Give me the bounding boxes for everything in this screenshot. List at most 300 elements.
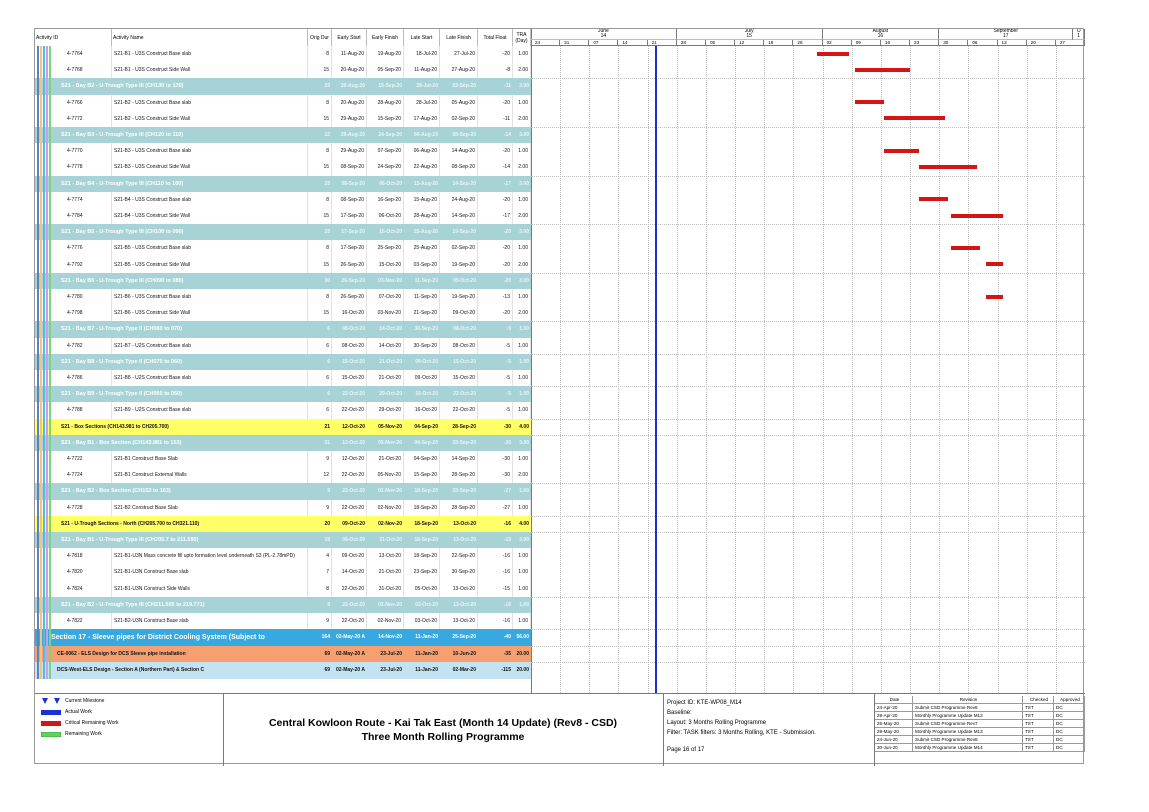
wbs-row[interactable]	[35, 224, 531, 240]
week-gridline	[1027, 46, 1028, 693]
cell-ef: 07-Sep-20	[367, 143, 404, 159]
cell-id: 4-7776	[65, 240, 112, 256]
cell-tra: 1.00	[519, 488, 529, 495]
cell-es: 22-Oct-20	[332, 581, 367, 597]
row-separator	[531, 629, 1085, 630]
wbs-row[interactable]	[35, 662, 531, 679]
critical-bar[interactable]	[951, 214, 1003, 218]
cell-ef: 15-Oct-20	[367, 257, 404, 273]
cell-lf: 08-Oct-20	[440, 338, 478, 354]
timescale-day: 13	[998, 40, 1027, 46]
wbs-name: S21 - Bay B1 - U-Trough Type III (CH205.7 to 211.595)	[61, 537, 199, 544]
col-early-finish[interactable]: Early Finish	[367, 29, 404, 46]
cell-ef: 21-Oct-20	[367, 451, 404, 467]
cell-ls: 11-Jan-20	[415, 667, 438, 674]
wbs-row[interactable]	[35, 646, 531, 663]
revision-cell: DC	[1054, 712, 1085, 720]
cell-dur: 15	[308, 208, 332, 224]
cell-es: 09-Oct-20	[342, 520, 365, 527]
cell-dur: 23	[324, 229, 330, 236]
cell-tf: -8	[478, 62, 513, 78]
wbs-row[interactable]	[35, 532, 531, 548]
row-separator	[531, 224, 1085, 225]
cell-tra: 3.00	[519, 277, 529, 284]
wbs-name: S21 - Bay B9 - U-Trough Type II (CH060 to 050)	[61, 391, 182, 398]
revision-cell: TST	[1023, 712, 1054, 720]
cell-tra: 20.00	[516, 650, 529, 657]
cell-name: S21-B9 - U2S Construct Base slab	[112, 402, 308, 418]
cell-id: 4-7764	[65, 46, 112, 62]
cell-tra: 3.00	[519, 537, 529, 544]
revision-cell: Checked	[1023, 696, 1054, 704]
table-row[interactable]	[35, 581, 531, 597]
critical-bar[interactable]	[817, 52, 849, 56]
cell-lf: 19-Sep-20	[440, 289, 478, 305]
table-row[interactable]	[35, 62, 531, 78]
wbs-row[interactable]	[35, 354, 531, 370]
timescale-day: 28	[677, 40, 706, 46]
col-activity-name[interactable]: Activity Name	[112, 29, 308, 46]
cell-es: 17-Sep-20	[341, 229, 365, 236]
cell-lf: 09-Oct-20	[453, 277, 476, 284]
cell-es: 16-Oct-20	[332, 305, 367, 321]
cell-tra: 3.00	[519, 180, 529, 187]
week-gridline	[939, 46, 940, 693]
cell-name: S21-B3 - U3S Construct Base slab	[112, 143, 308, 159]
month-name: June	[597, 29, 609, 34]
cell-ls: 09-Oct-20	[415, 358, 438, 365]
critical-bar[interactable]	[986, 295, 1003, 299]
cell-dur: 15	[308, 257, 332, 273]
revision-cell: TST	[1023, 728, 1054, 736]
cell-ls: 09-Oct-20	[404, 370, 440, 386]
cell-ef: 28-Aug-20	[367, 95, 404, 111]
cell-dur: 164	[321, 634, 330, 641]
row-separator	[531, 516, 1085, 517]
cell-ls: 11-Jan-20	[415, 650, 438, 657]
revision-cell: Submit CSD Programme Rev6	[913, 704, 1023, 712]
cell-es: 02-May-20 A	[336, 667, 365, 674]
cell-dur: 15	[308, 305, 332, 321]
critical-bar[interactable]	[884, 116, 945, 120]
cell-lf: 08-Sep-20	[440, 159, 478, 175]
cell-ef: 23-Jul-20	[380, 650, 402, 657]
cell-lf: 24-Aug-20	[440, 192, 478, 208]
row-separator	[531, 386, 1085, 387]
cell-ls: 03-Sep-20	[404, 257, 440, 273]
cell-tra: 2.00	[513, 467, 531, 483]
cell-name: S21-B4 - U3S Construct Base slab	[112, 192, 308, 208]
wbs-name: S21 - Bay B4 - U-Trough Type III (CH110 to 100)	[61, 180, 184, 187]
cell-dur: 21	[324, 423, 330, 430]
cell-ls: 15-Aug-20	[404, 192, 440, 208]
cell-tf: -40	[503, 634, 511, 641]
schedule-sheet	[34, 28, 1084, 764]
cell-tf: -13	[478, 289, 513, 305]
timescale-day: 19	[764, 40, 793, 46]
cell-tra: 1.00	[513, 402, 531, 418]
table-row[interactable]	[35, 111, 531, 127]
table-row[interactable]	[35, 159, 531, 175]
cell-es: 26-Sep-20	[332, 257, 367, 273]
wbs-name: S21 - Box Sections (CH143.981 to CH205.700)	[61, 423, 169, 430]
table-row[interactable]	[35, 402, 531, 418]
wbs-row[interactable]	[35, 597, 531, 613]
cell-tf: -20	[478, 305, 513, 321]
table-row[interactable]	[35, 451, 531, 467]
cell-lf: 25-Sep-20	[452, 634, 476, 641]
cell-lf: 13-Oct-20	[453, 537, 476, 544]
table-row[interactable]	[35, 95, 531, 111]
project-filter: Filter: TASK filters: 3 Months Rolling, KTE - Submission.	[667, 730, 816, 736]
cell-es: 29-Aug-20	[340, 132, 365, 139]
cell-lf: 10-Jun-20	[452, 650, 476, 657]
revision-cell: Approved	[1054, 696, 1085, 704]
week-gridline	[881, 46, 882, 693]
cell-tf: -5	[506, 326, 511, 333]
cell-es: 02-May-20 A	[336, 650, 365, 657]
critical-bar[interactable]	[919, 197, 948, 201]
legend	[35, 694, 224, 766]
row-separator	[531, 532, 1085, 533]
table-row[interactable]	[35, 467, 531, 483]
table-row[interactable]	[35, 548, 531, 564]
cell-lf: 14-Sep-20	[452, 180, 476, 187]
cell-ls: 25-Aug-20	[413, 229, 438, 236]
week-gridline	[706, 46, 707, 693]
cell-tf: -17	[503, 180, 511, 187]
cell-ef: 15-Sep-20	[367, 111, 404, 127]
week-gridline	[823, 46, 824, 693]
wbs-row[interactable]	[35, 386, 531, 402]
project-layout: Layout: 3 Months Rolling Programme	[667, 720, 767, 726]
cell-lf: 27-Jul-20	[440, 46, 478, 62]
week-gridline	[560, 46, 561, 693]
col-activity-id[interactable]: Activity ID	[35, 29, 112, 46]
row-separator	[531, 419, 1085, 420]
wbs-row[interactable]	[35, 127, 531, 143]
cell-lf: 19-Sep-20	[452, 229, 476, 236]
table-row[interactable]	[35, 564, 531, 580]
wbs-name: S21 - Bay B2 - U-Trough Type III (CH211.595 to 219.771)	[61, 601, 205, 608]
cell-id: 4-7772	[65, 111, 112, 127]
wbs-row[interactable]	[35, 516, 531, 532]
cell-dur: 12	[308, 467, 332, 483]
cell-name: S21-B5 - U3S Construct Side Wall	[112, 257, 308, 273]
cell-dur: 9	[327, 601, 330, 608]
cell-name: S21-B2 - U3S Construct Side Wall	[112, 111, 308, 127]
critical-bar[interactable]	[855, 100, 884, 104]
timescale-month	[1073, 29, 1085, 40]
cell-tra: 1.00	[513, 500, 531, 516]
col-tra[interactable]: TRA (Day)	[513, 29, 531, 46]
legend-item-critical	[41, 720, 119, 726]
table-row[interactable]	[35, 500, 531, 516]
table-row[interactable]	[35, 143, 531, 159]
cell-lf: 28-Sep-20	[452, 423, 476, 430]
cell-ef: 05-Nov-20	[378, 439, 402, 446]
critical-bar[interactable]	[919, 165, 977, 169]
col-early-start[interactable]: Early Start	[332, 29, 367, 46]
month-week: 14	[600, 33, 607, 39]
cell-dur: 15	[308, 111, 332, 127]
cell-ls: 18-Sep-20	[414, 537, 438, 544]
cell-dur: 15	[308, 159, 332, 175]
revision-cell: DC	[1054, 736, 1085, 744]
cell-ls: 11-Jan-20	[415, 634, 438, 641]
cell-name: S21-B1 - U3S Construct Side Wall	[112, 62, 308, 78]
cell-tra: 1.00	[519, 391, 529, 398]
wbs-row[interactable]	[35, 78, 531, 94]
cell-ls: 21-Sep-20	[404, 305, 440, 321]
table-row[interactable]	[35, 46, 531, 62]
cell-name: S21-B6 - U3S Construct Base slab	[112, 289, 308, 305]
table-row[interactable]	[35, 613, 531, 629]
cell-es: 22-Oct-20	[332, 467, 367, 483]
cell-ef: 15-Oct-20	[379, 229, 402, 236]
actual-work-bar-icon	[41, 710, 61, 715]
table-row[interactable]	[35, 370, 531, 386]
cell-id: 4-7724	[65, 467, 112, 483]
cell-lf: 30-Sep-20	[440, 564, 478, 580]
cell-lf: 13-Oct-20	[453, 520, 476, 527]
cell-tf: -14	[478, 159, 513, 175]
cell-ef: 21-Oct-20	[379, 358, 402, 365]
cell-ef: 06-Oct-20	[379, 180, 402, 187]
cell-tra: 1.00	[513, 289, 531, 305]
cell-es: 20-Aug-20	[332, 95, 367, 111]
timescale-day: 23	[910, 40, 939, 46]
cell-ef: 03-Nov-20	[367, 305, 404, 321]
wbs-row[interactable]	[35, 483, 531, 499]
cell-es: 22-Oct-20	[332, 613, 367, 629]
cell-tf: -20	[478, 257, 513, 273]
revision-cell: Revision	[913, 696, 1023, 704]
cell-dur: 7	[308, 564, 332, 580]
cell-name: S21-B1-U3N Mass concrete fill upto formation level underneath S3 (PL-2.78mPD)	[112, 548, 308, 564]
cell-tra: 3.00	[519, 439, 529, 446]
cell-dur: 6	[327, 391, 330, 398]
project-info	[663, 694, 875, 766]
cell-tra: 1.00	[513, 564, 531, 580]
cell-es: 29-Aug-20	[332, 111, 367, 127]
cell-ef: 23-Jul-20	[380, 667, 402, 674]
wbs-row[interactable]	[35, 435, 531, 451]
cell-ls: 30-Sep-20	[404, 338, 440, 354]
cell-name: S21-B8 - U2S Construct Base slab	[112, 370, 308, 386]
month-week: 1	[1077, 33, 1081, 39]
critical-work-bar-icon	[41, 721, 61, 726]
cell-dur: 69	[324, 667, 330, 674]
wbs-row[interactable]	[35, 629, 531, 646]
cell-ef: 24-Sep-20	[378, 132, 402, 139]
table-row[interactable]	[35, 305, 531, 321]
cell-tf: -20	[503, 229, 511, 236]
cell-ls: 11-Sep-20	[404, 289, 440, 305]
cell-ef: 05-Sep-20	[367, 62, 404, 78]
cell-tf: -27	[478, 500, 513, 516]
cell-id: 4-7766	[65, 95, 112, 111]
col-late-start[interactable]: Late Start	[404, 29, 440, 46]
timescale-day: 07	[589, 40, 618, 46]
col-total-float[interactable]: Total Float	[478, 29, 513, 46]
cell-tf: -5	[506, 358, 511, 365]
week-gridline	[910, 46, 911, 693]
cell-ef: 02-Nov-20	[367, 613, 404, 629]
legend-item-milestone	[41, 698, 104, 704]
week-gridline	[764, 46, 765, 693]
cell-ef: 02-Nov-20	[367, 500, 404, 516]
week-gridline	[735, 46, 736, 693]
cell-lf: 13-Oct-20	[440, 581, 478, 597]
cell-dur: 8	[308, 143, 332, 159]
legend-label: Current Milestone	[65, 698, 105, 704]
cell-es: 08-Oct-20	[342, 326, 365, 333]
cell-ls: 03-Oct-20	[415, 601, 438, 608]
cell-tra: 1.00	[519, 601, 529, 608]
table-header	[35, 29, 531, 47]
cell-ef: 14-Oct-20	[367, 338, 404, 354]
cell-dur: 30	[324, 277, 330, 284]
row-separator	[531, 321, 1085, 322]
cell-ls: 15-Aug-20	[413, 180, 438, 187]
cell-ef: 05-Nov-20	[367, 467, 404, 483]
timescale-day: 02	[823, 40, 852, 46]
col-late-finish[interactable]: Late Finish	[440, 29, 478, 46]
wbs-row[interactable]	[35, 273, 531, 289]
cell-lf: 15-Oct-20	[440, 370, 478, 386]
cell-lf: 28-Sep-20	[440, 500, 478, 516]
cell-ef: 21-Oct-20	[367, 370, 404, 386]
wbs-name: DCS-West-ELS Design - Section A (Northern Part) & Section C	[57, 667, 205, 674]
cell-ls: 17-Aug-20	[404, 111, 440, 127]
cell-dur: 23	[324, 83, 330, 90]
cell-id: 4-7722	[65, 451, 112, 467]
cell-lf: 15-Oct-20	[453, 358, 476, 365]
cell-dur: 8	[308, 240, 332, 256]
cell-ef: 03-Nov-20	[378, 277, 402, 284]
cell-es: 17-Sep-20	[332, 240, 367, 256]
cell-es: 09-Oct-20	[342, 537, 365, 544]
table-row[interactable]	[35, 240, 531, 256]
revision-cell: Monthly Programme Update M13	[913, 728, 1023, 736]
wbs-name: CE-0062 - ELS Design for DCS Sleeve pipe installation	[57, 650, 186, 657]
wbs-name: Section 17 - Sleeve pipes for District Cooling System (Subject to	[51, 633, 265, 641]
cell-dur: 6	[308, 402, 332, 418]
revision-table	[875, 694, 1085, 766]
cell-tf: -11	[478, 111, 513, 127]
cell-dur: 6	[308, 370, 332, 386]
cell-ef: 14-Oct-20	[379, 326, 402, 333]
critical-bar[interactable]	[951, 246, 980, 250]
cell-tra: 1.00	[513, 370, 531, 386]
cell-lf: 05-Aug-20	[440, 95, 478, 111]
row-separator	[531, 273, 1085, 274]
cell-ls: 30-Sep-20	[414, 326, 438, 333]
table-row[interactable]	[35, 289, 531, 305]
revision-cell: DC	[1054, 720, 1085, 728]
cell-tra: 4.00	[519, 520, 529, 527]
table-row[interactable]	[35, 192, 531, 208]
critical-bar[interactable]	[986, 262, 1003, 266]
legend-label: Critical Remaining Work	[65, 720, 119, 726]
wbs-name: S21 - Bay B6 - U-Trough Type III (CH090 to 080)	[61, 277, 184, 284]
timescale-month	[823, 29, 940, 40]
cell-lf: 09-Oct-20	[440, 305, 478, 321]
table-row[interactable]	[35, 257, 531, 273]
cell-ls: 04-Sep-20	[414, 439, 438, 446]
row-separator	[531, 354, 1085, 355]
critical-bar[interactable]	[855, 68, 910, 72]
timescale-day: 12	[735, 40, 764, 46]
revision-cell: 24-Jun-20	[875, 736, 913, 744]
cell-es: 08-Sep-20	[341, 180, 365, 187]
critical-bar[interactable]	[884, 149, 919, 153]
cell-ef: 31-Oct-20	[367, 581, 404, 597]
cell-ef: 29-Oct-20	[367, 402, 404, 418]
cell-tf: -20	[503, 277, 511, 284]
cell-dur: 8	[308, 581, 332, 597]
cell-name: S21-B1 Construct Base Slab	[112, 451, 308, 467]
cell-dur: 69	[324, 650, 330, 657]
timescale-day: 09	[852, 40, 881, 46]
revision-cell: Date	[875, 696, 913, 704]
report-title: Central Kowloon Route - Kai Tak East (Month 14 Update) (Rev8 - CSD)	[268, 717, 618, 729]
cell-tra: 3.00	[519, 132, 529, 139]
cell-tf: -30	[503, 423, 511, 430]
cell-lf: 22-Sep-20	[440, 548, 478, 564]
cell-tra: 3.00	[519, 229, 529, 236]
cell-ef: 02-Nov-20	[378, 601, 402, 608]
row-separator	[531, 78, 1085, 79]
wbs-row[interactable]	[35, 176, 531, 192]
row-separator	[531, 127, 1085, 128]
row-separator	[531, 662, 1085, 663]
cell-es: 12-Oct-20	[342, 439, 365, 446]
week-gridline	[618, 46, 619, 693]
row-separator	[531, 483, 1085, 484]
row-separator	[531, 176, 1085, 177]
col-orig-dur[interactable]: Orig Dur	[308, 29, 332, 46]
revision-cell: DC	[1054, 704, 1085, 712]
cell-lf: 14-Sep-20	[440, 208, 478, 224]
week-gridline	[793, 46, 794, 693]
timescale-day: 05	[706, 40, 735, 46]
data-date-line	[655, 46, 657, 693]
month-name: August	[872, 29, 889, 34]
table-row[interactable]	[35, 208, 531, 224]
wbs-row[interactable]	[35, 321, 531, 337]
month-week: 16	[877, 33, 884, 39]
cell-tf: -16	[478, 564, 513, 580]
cell-tf: -20	[478, 143, 513, 159]
cell-id: 4-7778	[65, 159, 112, 175]
table-row[interactable]	[35, 338, 531, 354]
wbs-row[interactable]	[35, 419, 531, 435]
cell-tra: 1.00	[513, 240, 531, 256]
cell-ef: 29-Oct-20	[379, 391, 402, 398]
week-gridline	[968, 46, 969, 693]
cell-tra: 2.00	[513, 159, 531, 175]
cell-tra: 1.00	[513, 46, 531, 62]
cell-ls: 28-Jul-20	[404, 95, 440, 111]
timescale-day: 16	[881, 40, 910, 46]
month-name: O	[1076, 29, 1081, 34]
cell-tf: -17	[478, 208, 513, 224]
revision-cell: 30-Jun-20	[875, 744, 913, 752]
wbs-level-stripe	[43, 46, 45, 679]
cell-es: 22-Oct-20	[332, 500, 367, 516]
